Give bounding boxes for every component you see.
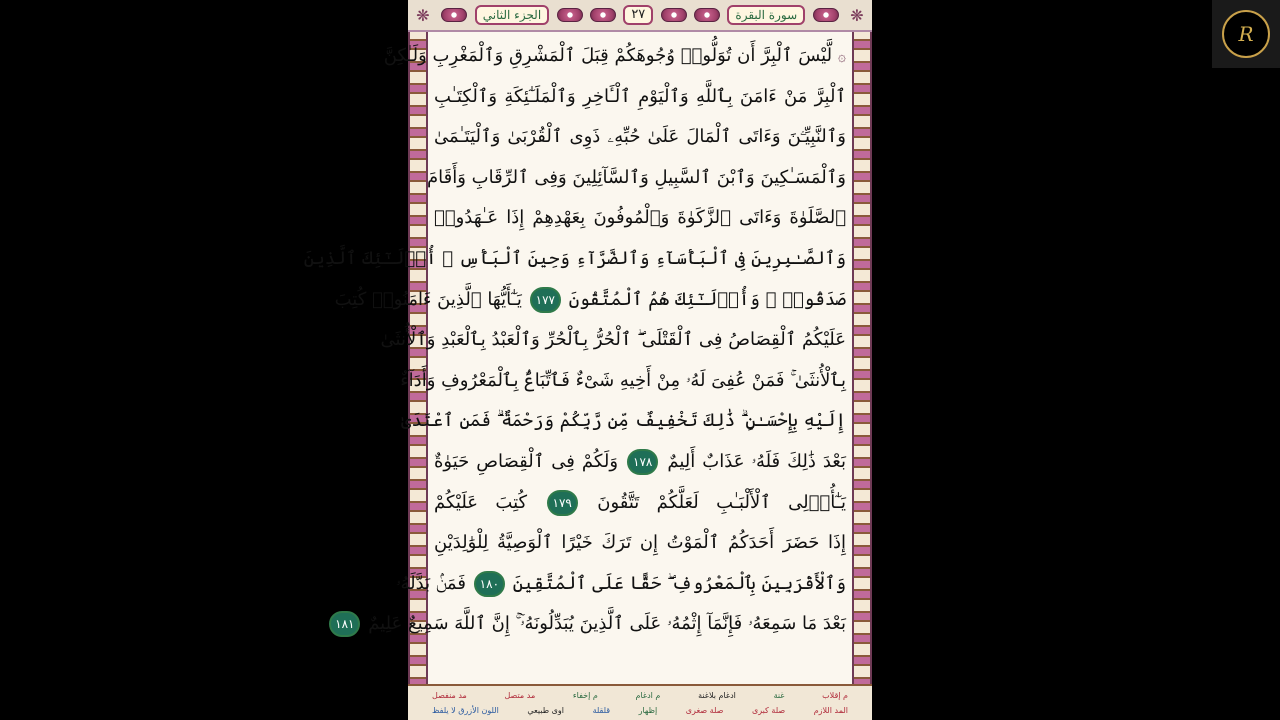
corner-ornament-icon: ❋ [850,5,864,25]
corner-ornament-icon: ❋ [416,5,430,25]
page-header [408,0,872,32]
ayah-number-marker: ١٨١ [329,611,360,637]
text-line: وَٱلْمَسَـٰكِينَ وَٱبْنَ ٱلسَّبِيلِ وَٱلسَّآئِلِينَ وَفِى ٱلرِّقَابِ وَأَقَامَ [427,166,846,188]
legend-item: مد متصل [504,691,536,700]
ayah-number-marker: ١٨٠ [474,571,505,597]
text-line: ٱلصَّلَوٰةَ وَءَاتَى ٱلزَّكَوٰةَ وَٱلْمُوفُونَ بِعَهْدِهِمْ إِذَا عَـٰهَدُوا۟ [434,207,846,229]
text-line: بِٱلْأُنثَىٰ ۚ فَمَنْ عُفِىَ لَهُۥ مِنْ أَخِيهِ شَىْءٌ فَٱتِّبَاعٌۢ بِٱلْمَعْرُوفِ وَأَدَآءٌ [400,369,846,391]
legend-item: م ادغام [635,691,661,700]
ayah-number-marker: ١٧٧ [530,287,561,313]
legend-item: صلة كبرى [751,706,786,715]
legend-item: المد اللازم [813,706,848,715]
text-line: بَعْدَ ذَٰلِكَ فَلَهُۥ عَذَابٌ أَلِيمٌ ١٧٨ وَلَكُمْ فِى ٱلْقِصَاصِ حَيَوٰةٌ [434,442,846,483]
legend-item: م إخفاء [572,691,598,700]
text-line: صَدَقُوا۟ ۖ وَأُو۟لَـٰٓئِكَ هُمُ ٱلْمُتَّقُونَ ١٧٧ يَـٰٓأَيُّهَا ٱلَّذِينَ ءَامَنُوا۟ كُتِبَ [434,280,846,321]
legend-item: اوى طبيعي [527,706,564,715]
header-ornament-icon [661,8,687,22]
legend-row [432,688,848,703]
legend-item: إظهار [638,706,658,715]
text-line: إِلَيْهِ بِإِحْسَـٰنٍ ۗ ذَٰلِكَ تَخْفِيفٌ مِّن رَّبِّكُمْ وَرَحْمَةٌ ۗ فَمَنِ ٱعْتَدَىٰ [400,410,846,432]
text-line: إِذَا حَضَرَ أَحَدَكُمُ ٱلْمَوْتُ إِن تَرَكَ خَيْرًا ٱلْوَصِيَّةُ لِلْوَٰلِدَيْنِ [434,532,846,554]
ayah-number-marker: ١٧٨ [627,449,658,475]
text-line: وَٱلنَّبِيِّـۧنَ وَءَاتَى ٱلْمَالَ عَلَىٰ حُبِّهِۦ ذَوِى ٱلْقُرْبَىٰ وَٱلْيَتَـٰمَىٰ [434,126,846,148]
text-line: ٱلْبِرَّ مَنْ ءَامَنَ بِٱللَّهِ وَٱلْيَوْمِ ٱلْـَٔاخِرِ وَٱلْمَلَـٰٓئِكَةِ وَٱلْكِتَـٰبِ [434,85,846,107]
ayah-number-marker: ١٧٩ [547,490,578,516]
header-ornament-icon [813,8,839,22]
legend-item: م إقلاب [822,691,848,700]
legend-item: صلة صغرى [685,706,724,715]
text-line: وَٱلْأَقْرَبِينَ بِٱلْمَعْرُوفِ ۖ حَقًّا عَلَى ٱلْمُتَّقِينَ ١٨٠ فَمَنۢ بَدَّلَهُۥ [434,564,846,605]
legend-row [432,703,848,718]
legend-item: غنة [773,691,785,700]
legend-item: ادغام بلاغنة [698,691,736,700]
legend-item: مد منفصل [432,691,467,700]
header-ornament-icon [590,8,616,22]
right-border-ornament [852,32,872,684]
juz-label: الجزء الثاني [475,5,549,25]
text-line: عَلَيْكُمُ ٱلْقِصَاصُ فِى ٱلْقَتْلَى ۖ ٱلْحُرُّ بِٱلْحُرِّ وَٱلْعَبْدُ بِٱلْعَبْدِ وَٱلْأُنثَىٰ [380,329,846,351]
text-line: بَعْدَ مَا سَمِعَهُۥ فَإِنَّمَآ إِثْمُهُۥ عَلَى ٱلَّذِينَ يُبَدِّلُونَهُۥٓ ۚ إِنَّ ٱللَّهَ سَمِيعٌ عَلِيمٌ ١٨١ [434,604,846,645]
logo-circle [1222,10,1270,58]
header-ornament-icon [557,8,583,22]
mushaf-page [303,0,872,720]
text-line: يَـٰٓأُو۟لِى ٱلْأَلْبَـٰبِ لَعَلَّكُمْ تَتَّقُونَ ١٧٩ كُتِبَ عَلَيْكُمْ [434,483,846,524]
header-ornament-icon [694,8,720,22]
channel-logo [1212,0,1280,68]
legend-item: قلقلة [592,706,611,715]
legend-item: اللون الأزرق لا يلفظ [432,706,499,715]
page-number: ٢٧ [623,5,653,25]
text-line: وَٱلصَّـٰبِرِينَ فِى ٱلْبَأْسَآءِ وَٱلضَّرَّآءِ وَحِينَ ٱلْبَأْسِ ۗ أُو۟لَـٰٓئِكَ ٱلَّذِينَ [303,247,846,269]
surah-label: سورة البقرة [727,5,805,25]
tajweed-legend [408,684,872,720]
header-ornament-icon [441,8,467,22]
quran-text [303,32,850,684]
logo-glyph: R [1238,22,1254,46]
rub-el-hizb-icon: ۞ [837,49,846,65]
text-line: ۞ لَّيْسَ ٱلْبِرَّ أَن تُوَلُّوا۟ وُجُوهَكُمْ قِبَلَ ٱلْمَشْرِقِ وَٱلْمَغْرِبِ وَلَـٰكِنَّ [383,45,846,66]
